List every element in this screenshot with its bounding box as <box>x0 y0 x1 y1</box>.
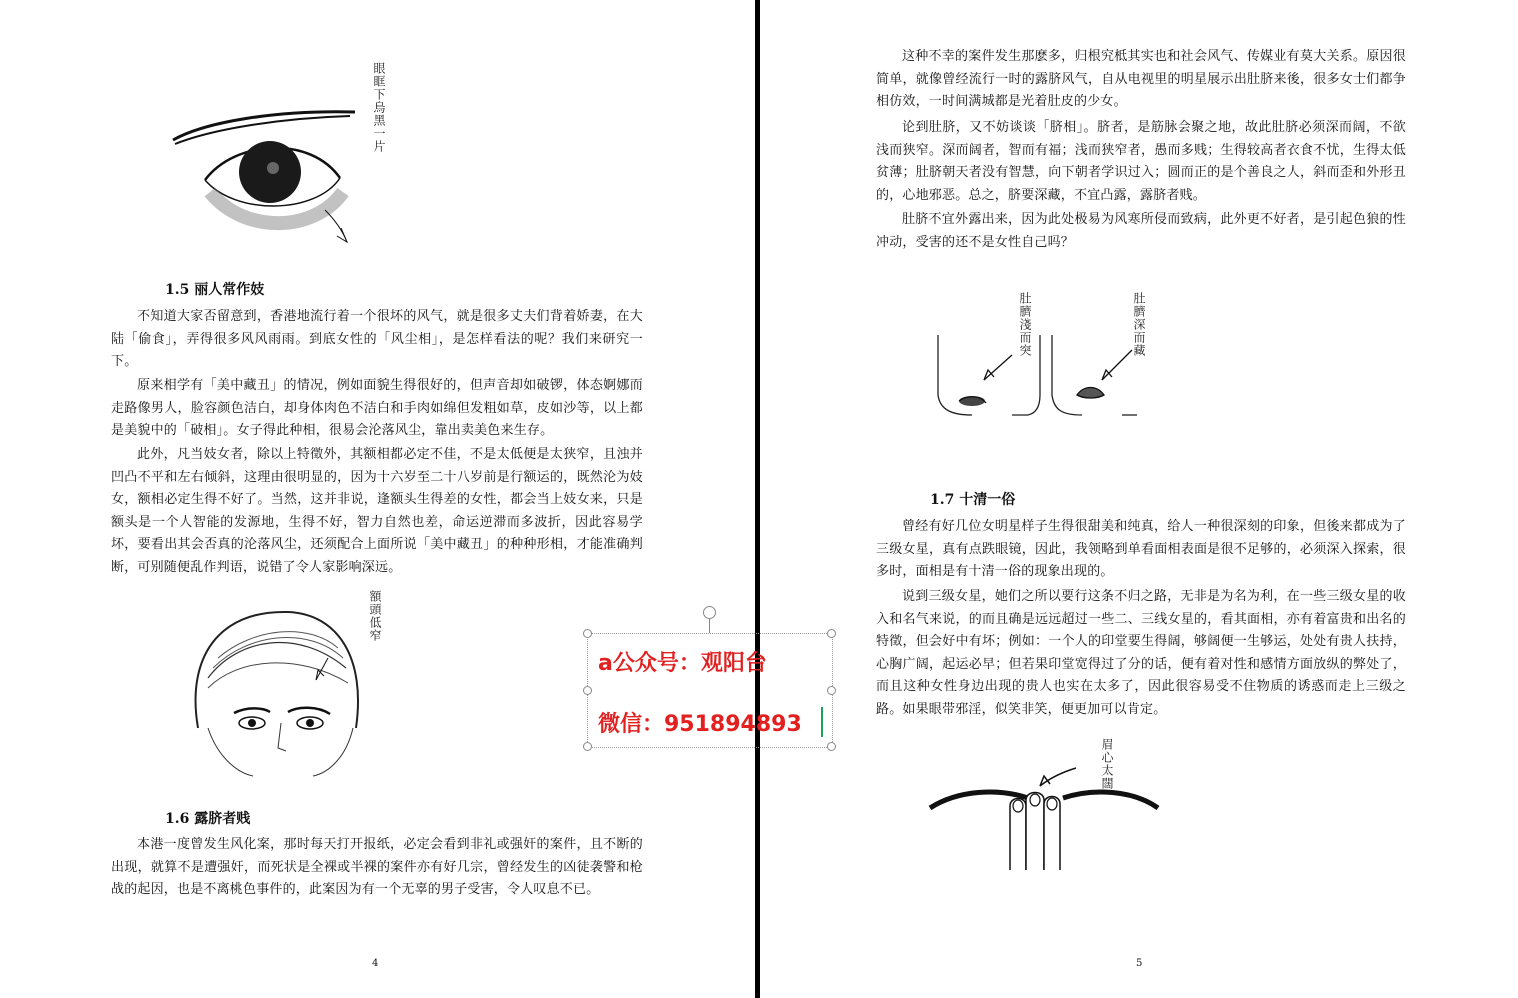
forehead-label: 額頭低窄 <box>368 590 382 642</box>
page-number: 5 <box>1136 958 1143 969</box>
resize-handle-bottom-right[interactable] <box>827 742 836 751</box>
section-heading-1-6: 1.6 露脐者贱 <box>165 811 251 827</box>
watermark-line-1[interactable]: a公众号：观阳台 <box>598 651 767 676</box>
resize-handle-top-left[interactable] <box>583 629 592 638</box>
paragraph: 不知道大家否留意到，香港地流行着一个很坏的风气，就是很多丈夫们背着娇妻，在大陆「偷食」，弄得很多风风雨雨。到底女性的「风尘相」，是怎样看法的呢？我们来研究一下。 <box>111 309 643 369</box>
paragraph: 原来相学有「美中藏丑」的情况，例如面貌生得很好的，但声音却如破锣，体态婀娜而走路像男人，脸容颜色洁白，却身体肉色不洁白和手肉如绵但发粗如草，皮如沙等，以上都是美貌中的「破相」。女子得此种相，很易会沦落风尘，靠出卖美色来生存。 <box>111 378 643 438</box>
watermark-line-2[interactable]: 微信：951894893 <box>598 712 802 737</box>
left-page <box>0 0 756 998</box>
paragraph: 此外，凡当妓女者，除以上特徵外，其额相都必定不佳，不是太低便是太狭窄，且浊并凹凸不平和左右倾斜，这理由很明显的，因为十六岁至二十八岁前是行额运的，既然沦为妓女，额相必定生得不好了。当然，这并非说，逢额头生得差的女性，都会当上妓女来，只是额头是一个人智能的发源地，生得不好，智力自然也差，命运逆滞而多波折，因此容易学坏，要看出其会否真的沦落风尘，还须配合上面所说「美中藏丑」的种种形相，才能准确判断，可别随便乱作判语，说错了令人家影响深远。 <box>111 447 643 575</box>
navel-shallow-label: 肚臍淺而突 <box>1018 292 1032 357</box>
eye-illustration <box>165 100 365 250</box>
brow-illustration <box>928 760 1163 890</box>
paragraph: 肚脐不宜外露出来，因为此处极易为风寒所侵而致病，此外更不好者，是引起色狼的性冲动，受害的还不是女性自己吗？ <box>876 212 1406 250</box>
paragraph: 论到肚脐，又不妨谈谈「脐相」。脐者，是筋脉会聚之地，故此肚脐必须深而阔，不欲浅而狭窄。深而阔者，智而有福；浅而狭窄者，愚而多贱；生得较高者衣食不忧，生得太低贫薄；肚脐朝天者没有智慧，向下朝者学识过入；圆而正的是个善良之人，斜而歪和外形丑的，心地邪恶。总之，脐要深藏，不宜凸露，露脐者贱。 <box>876 120 1406 203</box>
paragraph: 曾经有好几位女明星样子生得很甜美和纯真，给人一种很深刻的印象，但後来都成为了三级女星，真有点跌眼镜，因此，我领略到单看面相表面是很不足够的，必须深入探索，很多时，面相是有十清一俗的现象出现的。 <box>876 519 1406 579</box>
rotate-handle-stem <box>709 618 710 633</box>
paragraph: 说到三级女星，她们之所以要行这条不归之路，无非是为名为利，在一些三级女星的收入和名气来说，的而且确是远远超过一些二、三线女星的，看其面相，亦有着富贵和出名的特徵，但会好中有坏；例如：一个人的印堂要生得阔，够阔便一生够运，处处有贵人扶持，心胸广阔，起运必早；但若果印堂宽得过了分的话，便有着对性和感情方面放纵的弊处了，而且这种女性身边出现的贵人也实在太多了，因此很容易受不住物质的诱惑而走上三级之路。如果眼带邪淫，似笑非笑，便更加可以肯定。 <box>876 589 1406 717</box>
section-heading-1-5: 1.5 丽人常作妓 <box>165 282 265 298</box>
resize-handle-bottom-left[interactable] <box>583 742 592 751</box>
paragraph: 本港一度曾发生风化案，那时每天打开报纸，必定会看到非礼或强奸的案件，且不断的出现，就算不是遭强奸，而死状是全裸或半裸的案件亦有好几宗，曾经发生的凶徒袭警和枪战的起因，也是不离桃色事件的，此案因为有一个无辜的男子受害，令人叹息不已。 <box>111 837 643 897</box>
eye-label: 眼眶下烏黑一片 <box>372 62 386 153</box>
forehead-illustration <box>178 598 368 778</box>
section-heading-1-7: 1.7 十清一俗 <box>930 492 1016 508</box>
paragraph: 这种不幸的案件发生那麽多，归根究柢其实也和社会风气、传媒业有莫大关系。原因很简单，就像曾经流行一时的露脐风气，自从电视里的明星展示出肚脐来後，很多女士们都争相仿效，一时间满城都是光着肚皮的少女。 <box>876 49 1406 109</box>
resize-handle-right[interactable] <box>827 686 836 695</box>
brow-label: 眉心太闊 <box>1100 738 1114 790</box>
right-page <box>760 0 1518 998</box>
text-cursor <box>821 707 823 737</box>
page-number: 4 <box>372 958 379 969</box>
resize-handle-top-right[interactable] <box>827 629 836 638</box>
navel-deep-label: 肚臍深而藏 <box>1132 292 1146 357</box>
resize-handle-left[interactable] <box>583 686 592 695</box>
